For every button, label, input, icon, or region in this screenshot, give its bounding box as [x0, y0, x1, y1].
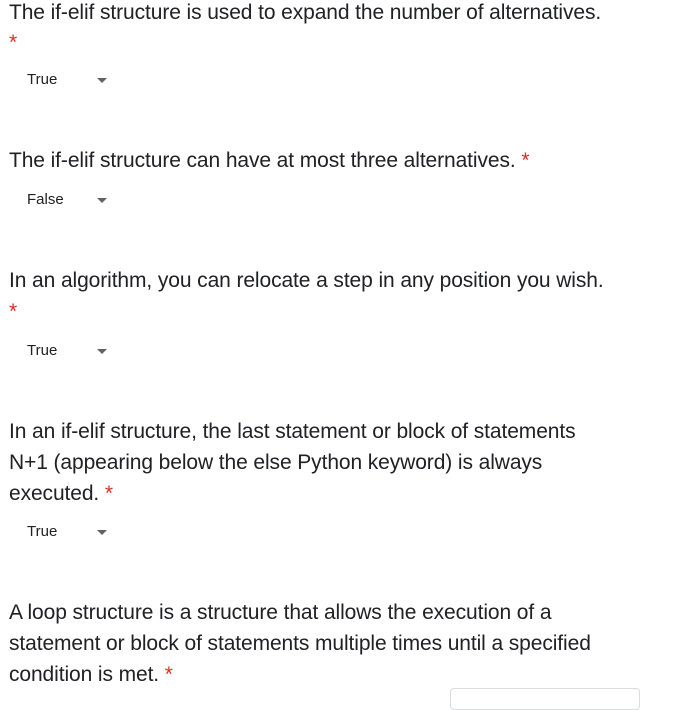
question-1-answer-dropdown[interactable]: [27, 68, 117, 92]
question-2-required-mark: *: [521, 149, 530, 172]
chevron-down-icon: [97, 530, 107, 535]
question-4-answer-value: True: [27, 523, 58, 540]
question-2-title: [9, 145, 669, 176]
question-5-required-mark: *: [164, 663, 173, 686]
question-4-answer-dropdown[interactable]: [27, 520, 117, 544]
question-3-title: [9, 265, 669, 296]
question-5-answer-dropdown[interactable]: [450, 688, 640, 710]
question-3-required-mark: *: [9, 300, 18, 323]
question-5-title-line-2: statement or block of statements multiple times until a specified: [9, 632, 591, 655]
question-2-answer-value: False: [27, 191, 64, 208]
question-5-title: [9, 597, 669, 690]
question-1-title-text: The if-elif structure is used to expand the number of alternatives.: [9, 1, 602, 24]
question-3-answer-dropdown[interactable]: [27, 339, 117, 363]
chevron-down-icon: [97, 198, 107, 203]
question-2-answer-dropdown[interactable]: [27, 188, 117, 212]
question-5-title-line-1: A loop structure is a structure that allows the execution of a: [9, 601, 552, 624]
question-4-required-mark: *: [104, 482, 113, 505]
question-3-answer-value: True: [27, 342, 58, 359]
question-4-title: [9, 416, 669, 509]
question-1-required-mark: *: [9, 31, 18, 54]
question-2-title-text: The if-elif structure can have at most three alternatives.: [9, 149, 516, 172]
question-4-title-line-3-text: executed.: [9, 482, 100, 505]
question-5-title-line-3: [9, 659, 669, 690]
question-4-title-line-3: [9, 478, 669, 509]
question-5-title-line-3-text: condition is met.: [9, 663, 160, 686]
chevron-down-icon: [97, 78, 107, 83]
question-1-answer-value: True: [27, 71, 58, 88]
question-3-title-text: In an algorithm, you can relocate a step in any position you wish.: [9, 269, 604, 292]
chevron-down-icon: [97, 349, 107, 354]
question-4-title-line-1: In an if-elif structure, the last statement or block of statements: [9, 420, 576, 443]
question-1-title: [9, 0, 669, 28]
question-4-title-line-2: N+1 (appearing below the else Python keyword) is always: [9, 451, 543, 474]
